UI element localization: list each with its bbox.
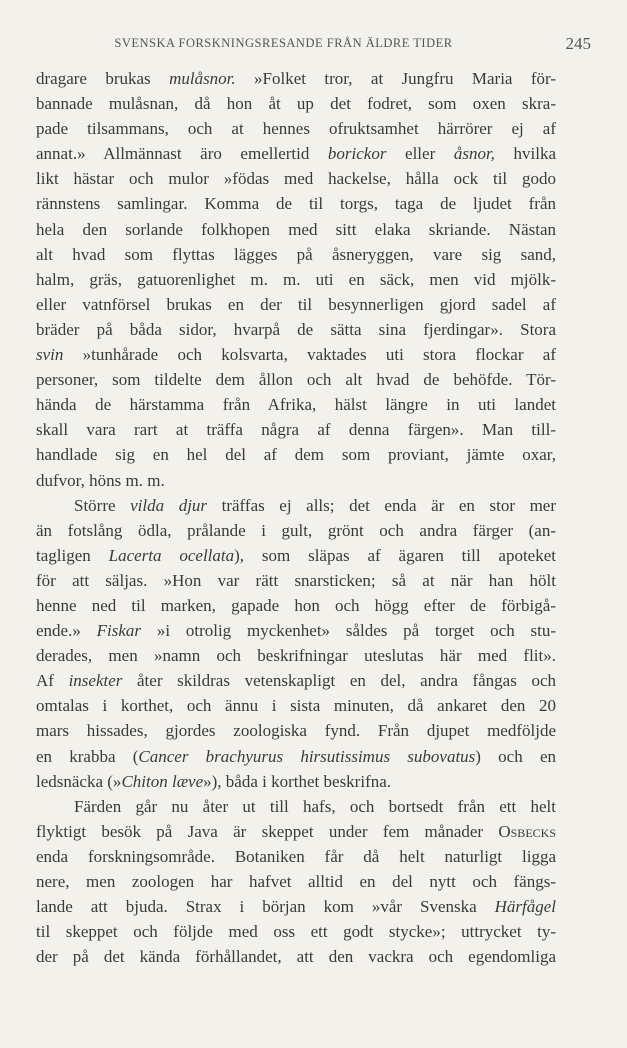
text-line [36, 668, 556, 693]
italic-term: Lacerta ocellata [108, 545, 235, 565]
text-segment: eller vatnförsel brukas en der til besynnerligen gjord sadel af [36, 294, 556, 314]
text-segment: likt hästar och mulor »födas med hackelse, hålla ock til godo [36, 169, 556, 189]
text-segment: tagligen [36, 545, 109, 565]
text-segment: träffas ej alls; det enda är en stor mer [207, 495, 556, 515]
text-line [36, 317, 556, 342]
text-segment: pade tilsammans, och at hennes ofruktsamhet härrörer ej af [36, 119, 556, 139]
text-line [36, 744, 556, 769]
text-segment: »Folket tror, at Jungfru Maria för- [235, 69, 556, 88]
italic-term: Fiskar [96, 621, 142, 641]
text-line [36, 342, 556, 367]
text-segment: ) och en [475, 746, 556, 766]
text-line [36, 417, 556, 442]
text-line [36, 919, 556, 944]
italic-term: mulåsnor. [169, 69, 236, 88]
text-line [36, 292, 556, 317]
text-segment: dragare brukas [36, 69, 170, 88]
text-segment: Färden går nu åter ut till hafs, och bortsedt från ett helt [74, 796, 556, 816]
text-line [36, 794, 556, 819]
text-line [36, 844, 556, 869]
text-line [36, 242, 556, 267]
text-line [36, 217, 556, 242]
text-line [36, 493, 556, 518]
text-line [36, 66, 556, 91]
text-segment: personer, som tildelte dem ållon och alt hvad de behöfde. Tör- [36, 370, 556, 390]
text-line [36, 267, 556, 292]
text-segment: mars hissades, gjordes zoologiska fynd. Från djupet medföljde [36, 721, 556, 741]
body-text [36, 66, 556, 969]
text-line [36, 191, 556, 216]
text-line [36, 392, 556, 417]
text-line [36, 367, 556, 392]
text-line [36, 593, 556, 618]
text-segment: henne ned til marken, gapade hon och högg efter de förbigå- [36, 595, 556, 615]
text-segment: der på det kända förhållandet, att den vackra och egendomliga [36, 947, 556, 967]
text-segment: en krabba ( [36, 746, 139, 766]
text-segment: »i otrolig myckenhet» såldes på torget och stu- [141, 621, 556, 641]
text-line [36, 442, 556, 467]
text-line [36, 543, 556, 568]
text-segment: bräder på båda sidor, hvarpå de sätta sina fjerdingar». Stora [36, 319, 556, 339]
text-segment: hvilka [494, 144, 557, 164]
text-line [36, 518, 556, 543]
text-segment: Af [36, 671, 69, 691]
text-line [36, 166, 556, 191]
italic-term: svin [36, 345, 64, 365]
text-segment: än fotslång ödla, prålande i gult, grönt och andra färger (an- [36, 520, 556, 540]
text-segment: omtalas i korthet, och ännu i sista minuten, då ankaret den 20 [36, 696, 556, 716]
text-segment: för att säljas. »Hon var rätt snarsticken; så at när han hölt [36, 570, 556, 590]
text-line [36, 141, 556, 166]
text-segment: enda forskningsområde. Botaniken får då helt naturligt ligga [36, 846, 556, 866]
text-segment: bannade mulåsnan, då hon åt up det fodret, som oxen skra- [36, 94, 556, 114]
text-segment: ende.» [36, 621, 97, 641]
text-segment: hela den sorlande folkhopen med sitt elaka skriande. Nästan [36, 219, 556, 239]
text-segment: alt hvad som flyttas lägges på åsneryggen, vare sig sand, [36, 244, 556, 264]
text-line [36, 568, 556, 593]
text-segment: åter skildras vetenskapligt en del, andra fångas och [122, 671, 556, 691]
text-line [36, 643, 556, 668]
text-segment: ), som släpas af ägaren till apoteket [234, 545, 556, 565]
text-line [36, 468, 556, 493]
text-segment: handlade sig en hel del af dem som proviant, jämte oxar, [36, 445, 556, 465]
italic-term: åsnor, [453, 144, 495, 164]
text-line [36, 894, 556, 919]
running-title: SVENSKA FORSKNINGSRESANDE FRÅN ÄLDRE TIDER [114, 36, 453, 50]
italic-term: Chiton læve [121, 771, 204, 791]
text-segment: Större [74, 495, 131, 515]
text-segment: »), båda i korthet beskrifna. [203, 771, 392, 791]
text-segment: lande att bjuda. Strax i början kom »vår Svenska [36, 897, 495, 917]
text-line [36, 618, 556, 643]
italic-term: Härfågel [494, 897, 556, 917]
text-segment: »tunhårade och kolsvarta, vaktades uti stora flockar af [63, 345, 556, 365]
text-line [36, 769, 556, 794]
running-head [36, 36, 591, 56]
text-line [36, 819, 556, 844]
italic-term: Cancer brachyurus hirsutissimus subovatus [138, 746, 476, 766]
text-segment: halm, gräs, gatuorenlighet m. m. uti en säck, men vid mjölk- [36, 269, 556, 289]
text-segment: eller [386, 144, 454, 164]
text-line [36, 116, 556, 141]
text-segment: til skeppet och följde med oss ett godt stycke»; uttrycket ty- [36, 922, 556, 942]
text-segment: dufvor, höns m. m. [36, 470, 165, 490]
text-segment: ledsnäcka (» [36, 771, 122, 791]
text-line [36, 91, 556, 116]
text-line [36, 693, 556, 718]
text-segment: rännstens samlingar. Komma de til torgs, taga de ljudet från [36, 194, 556, 214]
small-caps-name: Osbecks [498, 821, 556, 841]
text-segment: annat.» Allmännast äro emellertid [36, 144, 328, 164]
text-line [36, 944, 556, 969]
text-segment: nere, men zoologen har hafvet alltid en del nytt och fängs- [36, 872, 556, 891]
italic-term: vilda djur [130, 495, 208, 515]
page-number: 245 [565, 34, 591, 53]
text-segment: hända de härstamma från Afrika, hälst längre in uti landet [36, 395, 556, 415]
italic-term: borickor [327, 144, 387, 164]
text-segment: flyktigt besök på Java är skeppet under fem månader [36, 821, 499, 841]
italic-term: insekter [68, 671, 123, 691]
text-line [36, 869, 556, 894]
text-segment: skall vara rart at träffa några af denna färgen». Man till- [36, 420, 556, 440]
text-line [36, 718, 556, 743]
text-segment: derades, men »namn och beskrifningar uteslutas här med flit». [36, 646, 556, 666]
